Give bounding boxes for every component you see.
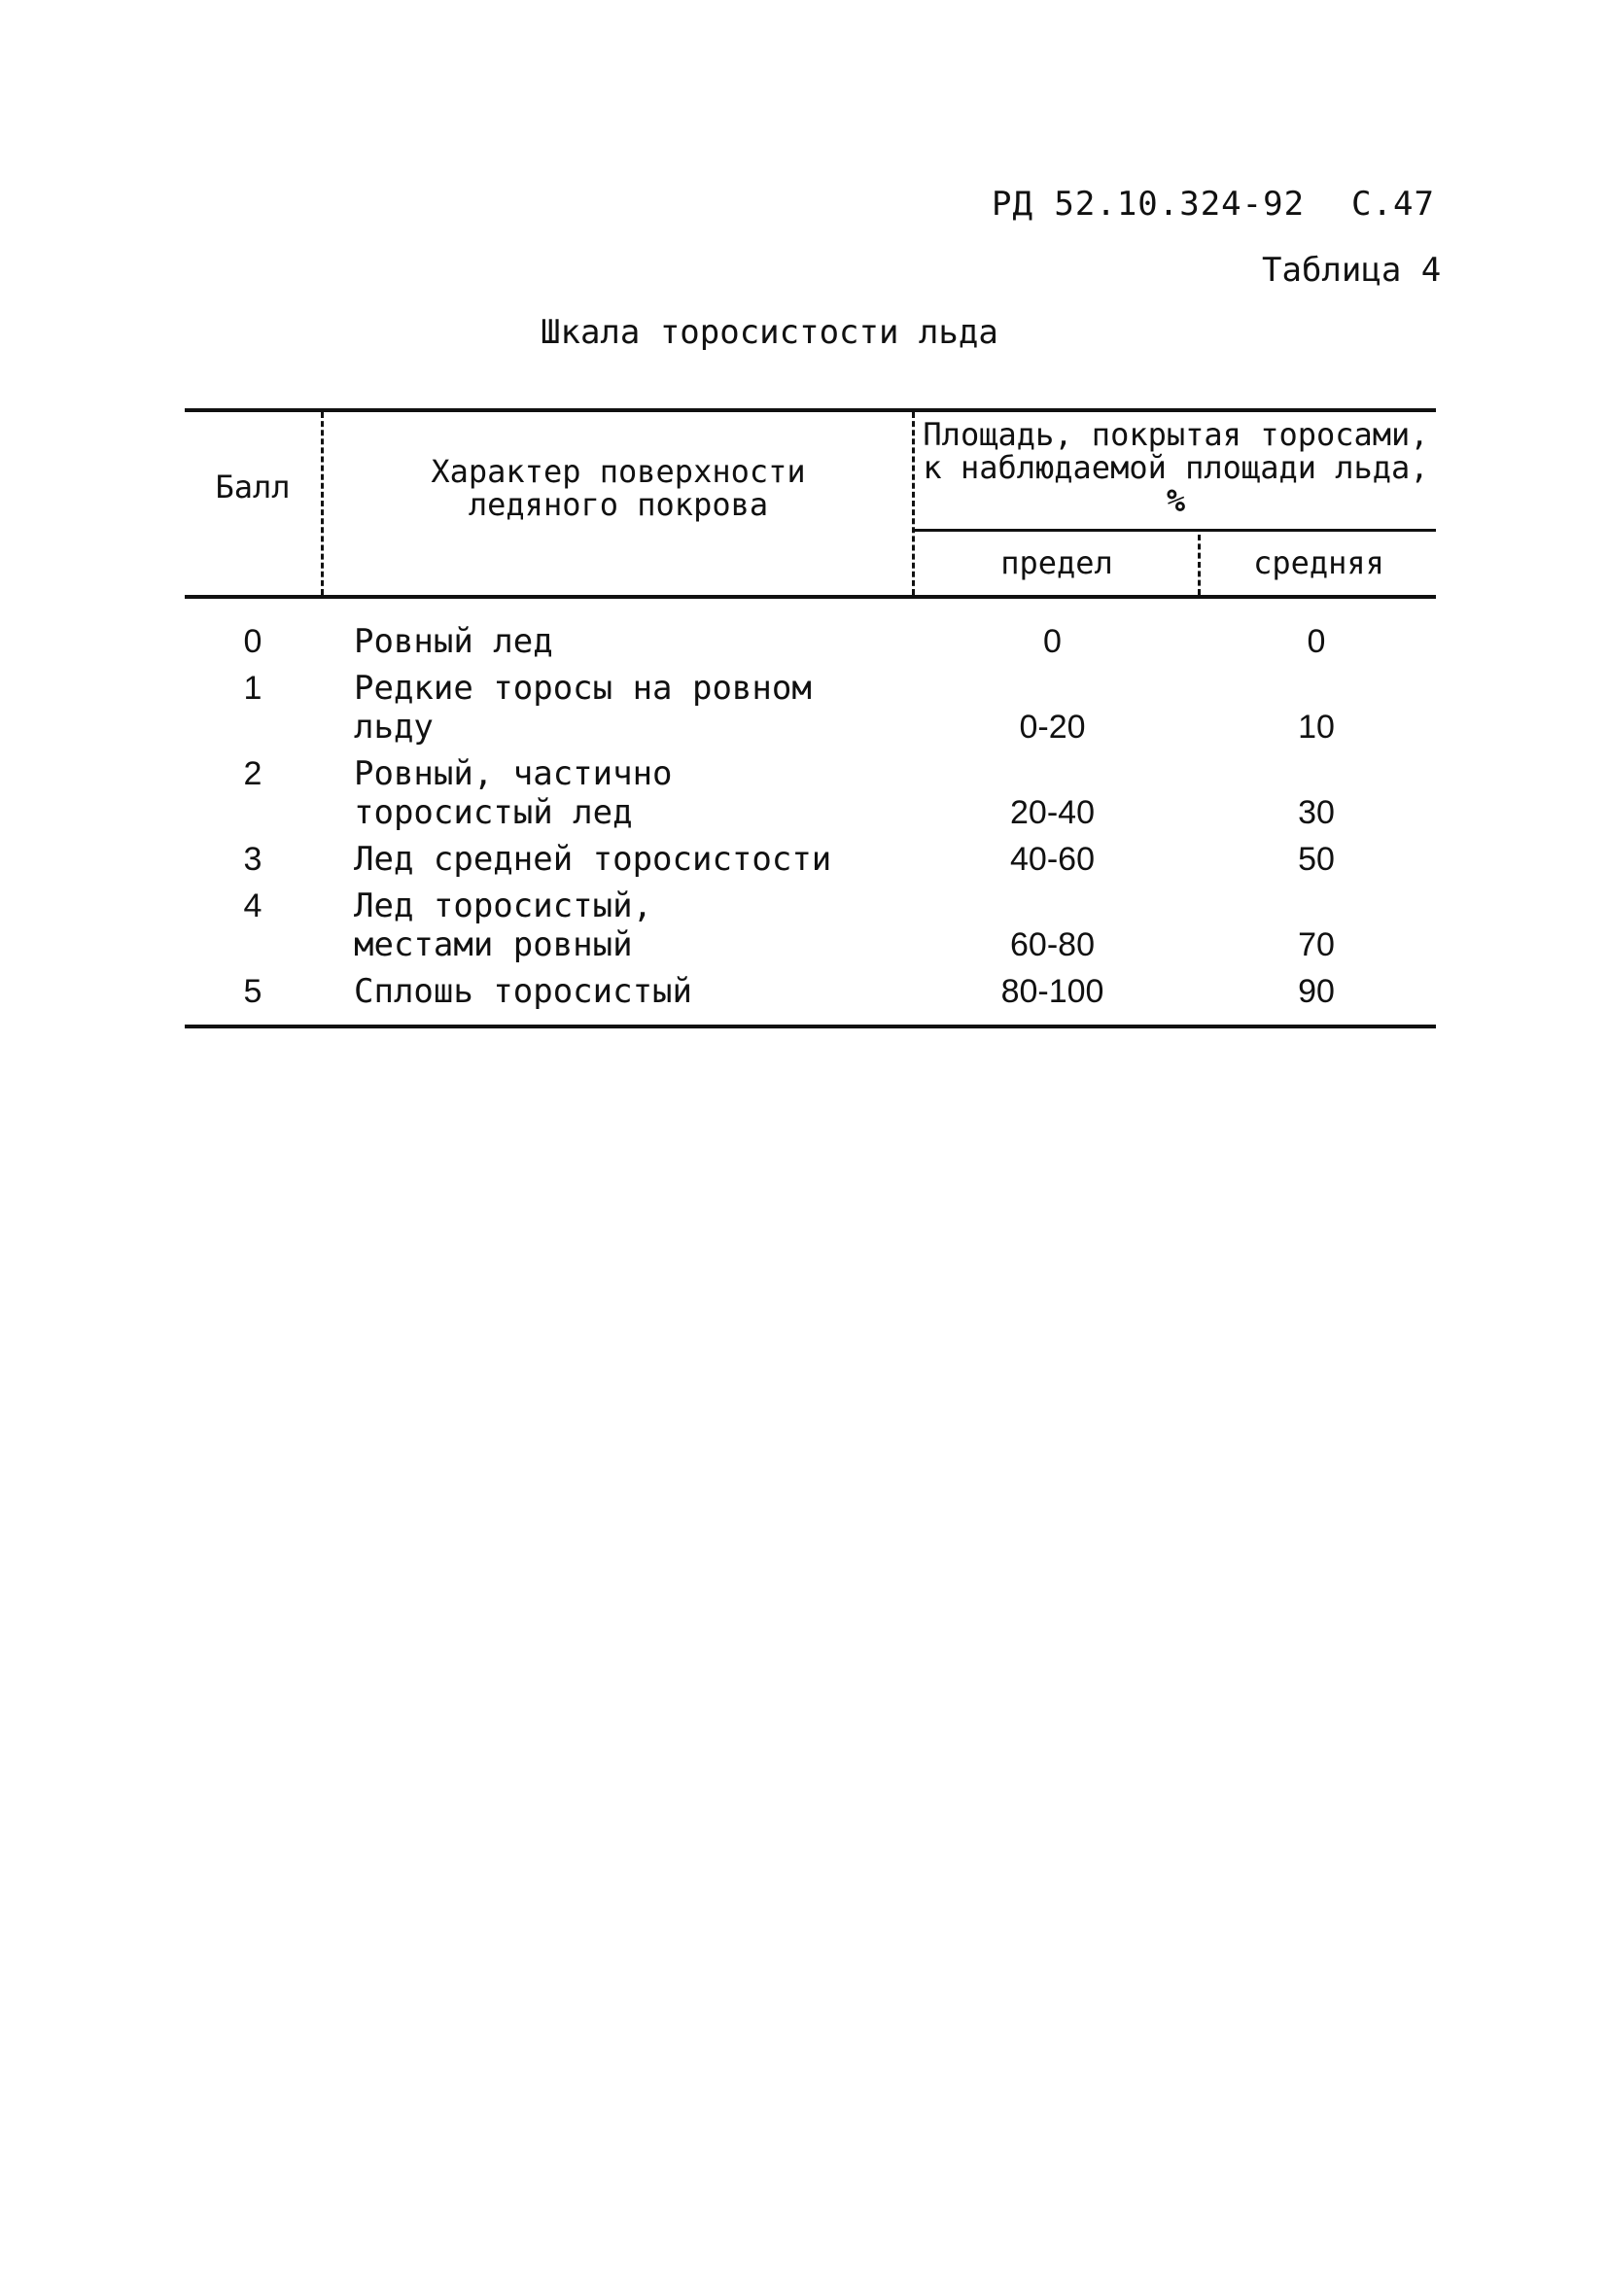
header-limit: предел	[1000, 544, 1113, 581]
table-row	[185, 840, 1436, 879]
header-area-text: Площадь, покрытая торосами, к наблюдаемой площади льда,	[923, 416, 1429, 486]
table-row	[185, 887, 1436, 964]
header-divider	[1198, 535, 1201, 595]
cell-limit: 0-20	[1019, 709, 1086, 746]
cell-average: 70	[1298, 926, 1335, 963]
table-row	[185, 972, 1436, 1011]
table-body	[185, 622, 1436, 1019]
header-character	[325, 455, 912, 521]
cell-character: Ровный лед	[354, 622, 553, 661]
header-bottom-rule	[185, 595, 1436, 599]
cell-average: 90	[1298, 973, 1335, 1010]
header-area	[916, 418, 1436, 517]
header-character-text: Характер поверхности ледяного покрова	[431, 453, 806, 523]
header-average: средняя	[1253, 544, 1384, 581]
cell-character: Лед торосистый, местами ровный	[354, 887, 653, 964]
header-sub-rule	[914, 529, 1436, 532]
table-bottom-rule	[185, 1025, 1436, 1028]
table-label: Таблица 4	[1262, 251, 1442, 290]
table-top-rule	[185, 408, 1436, 412]
cell-limit: 80-100	[1000, 973, 1104, 1010]
cell-average: 10	[1298, 709, 1335, 746]
header-divider	[912, 412, 915, 595]
header-area-unit: %	[1166, 482, 1186, 519]
cell-limit: 40-60	[1010, 841, 1095, 878]
cell-character: Ровный, частично торосистый лед	[354, 754, 673, 832]
page-header	[992, 185, 1435, 224]
cell-average: 30	[1298, 794, 1335, 831]
cell-character: Сплошь торосистый	[354, 972, 692, 1011]
cell-limit: 0	[1043, 623, 1062, 660]
page-number: С.47	[1351, 185, 1435, 224]
doc-code: РД 52.10.324-92	[992, 185, 1306, 224]
table-row	[185, 669, 1436, 747]
cell-limit: 60-80	[1010, 926, 1095, 963]
cell-ball: 3	[243, 841, 262, 878]
cell-limit: 20-40	[1010, 794, 1095, 831]
cell-average: 50	[1298, 841, 1335, 878]
cell-ball: 2	[243, 755, 262, 792]
header-ball: Балл	[215, 469, 291, 505]
cell-character: Лед средней торосистости	[354, 840, 832, 879]
header-divider	[321, 412, 324, 595]
cell-ball: 5	[243, 973, 262, 1010]
cell-ball: 4	[243, 887, 262, 924]
cell-ball: 0	[243, 623, 262, 660]
cell-average: 0	[1307, 623, 1326, 660]
cell-ball: 1	[243, 670, 262, 707]
table-row	[185, 622, 1436, 661]
table-row	[185, 754, 1436, 832]
cell-character: Редкие торосы на ровном льду	[354, 669, 812, 747]
table-title: Шкала торосистости льда	[541, 313, 998, 352]
